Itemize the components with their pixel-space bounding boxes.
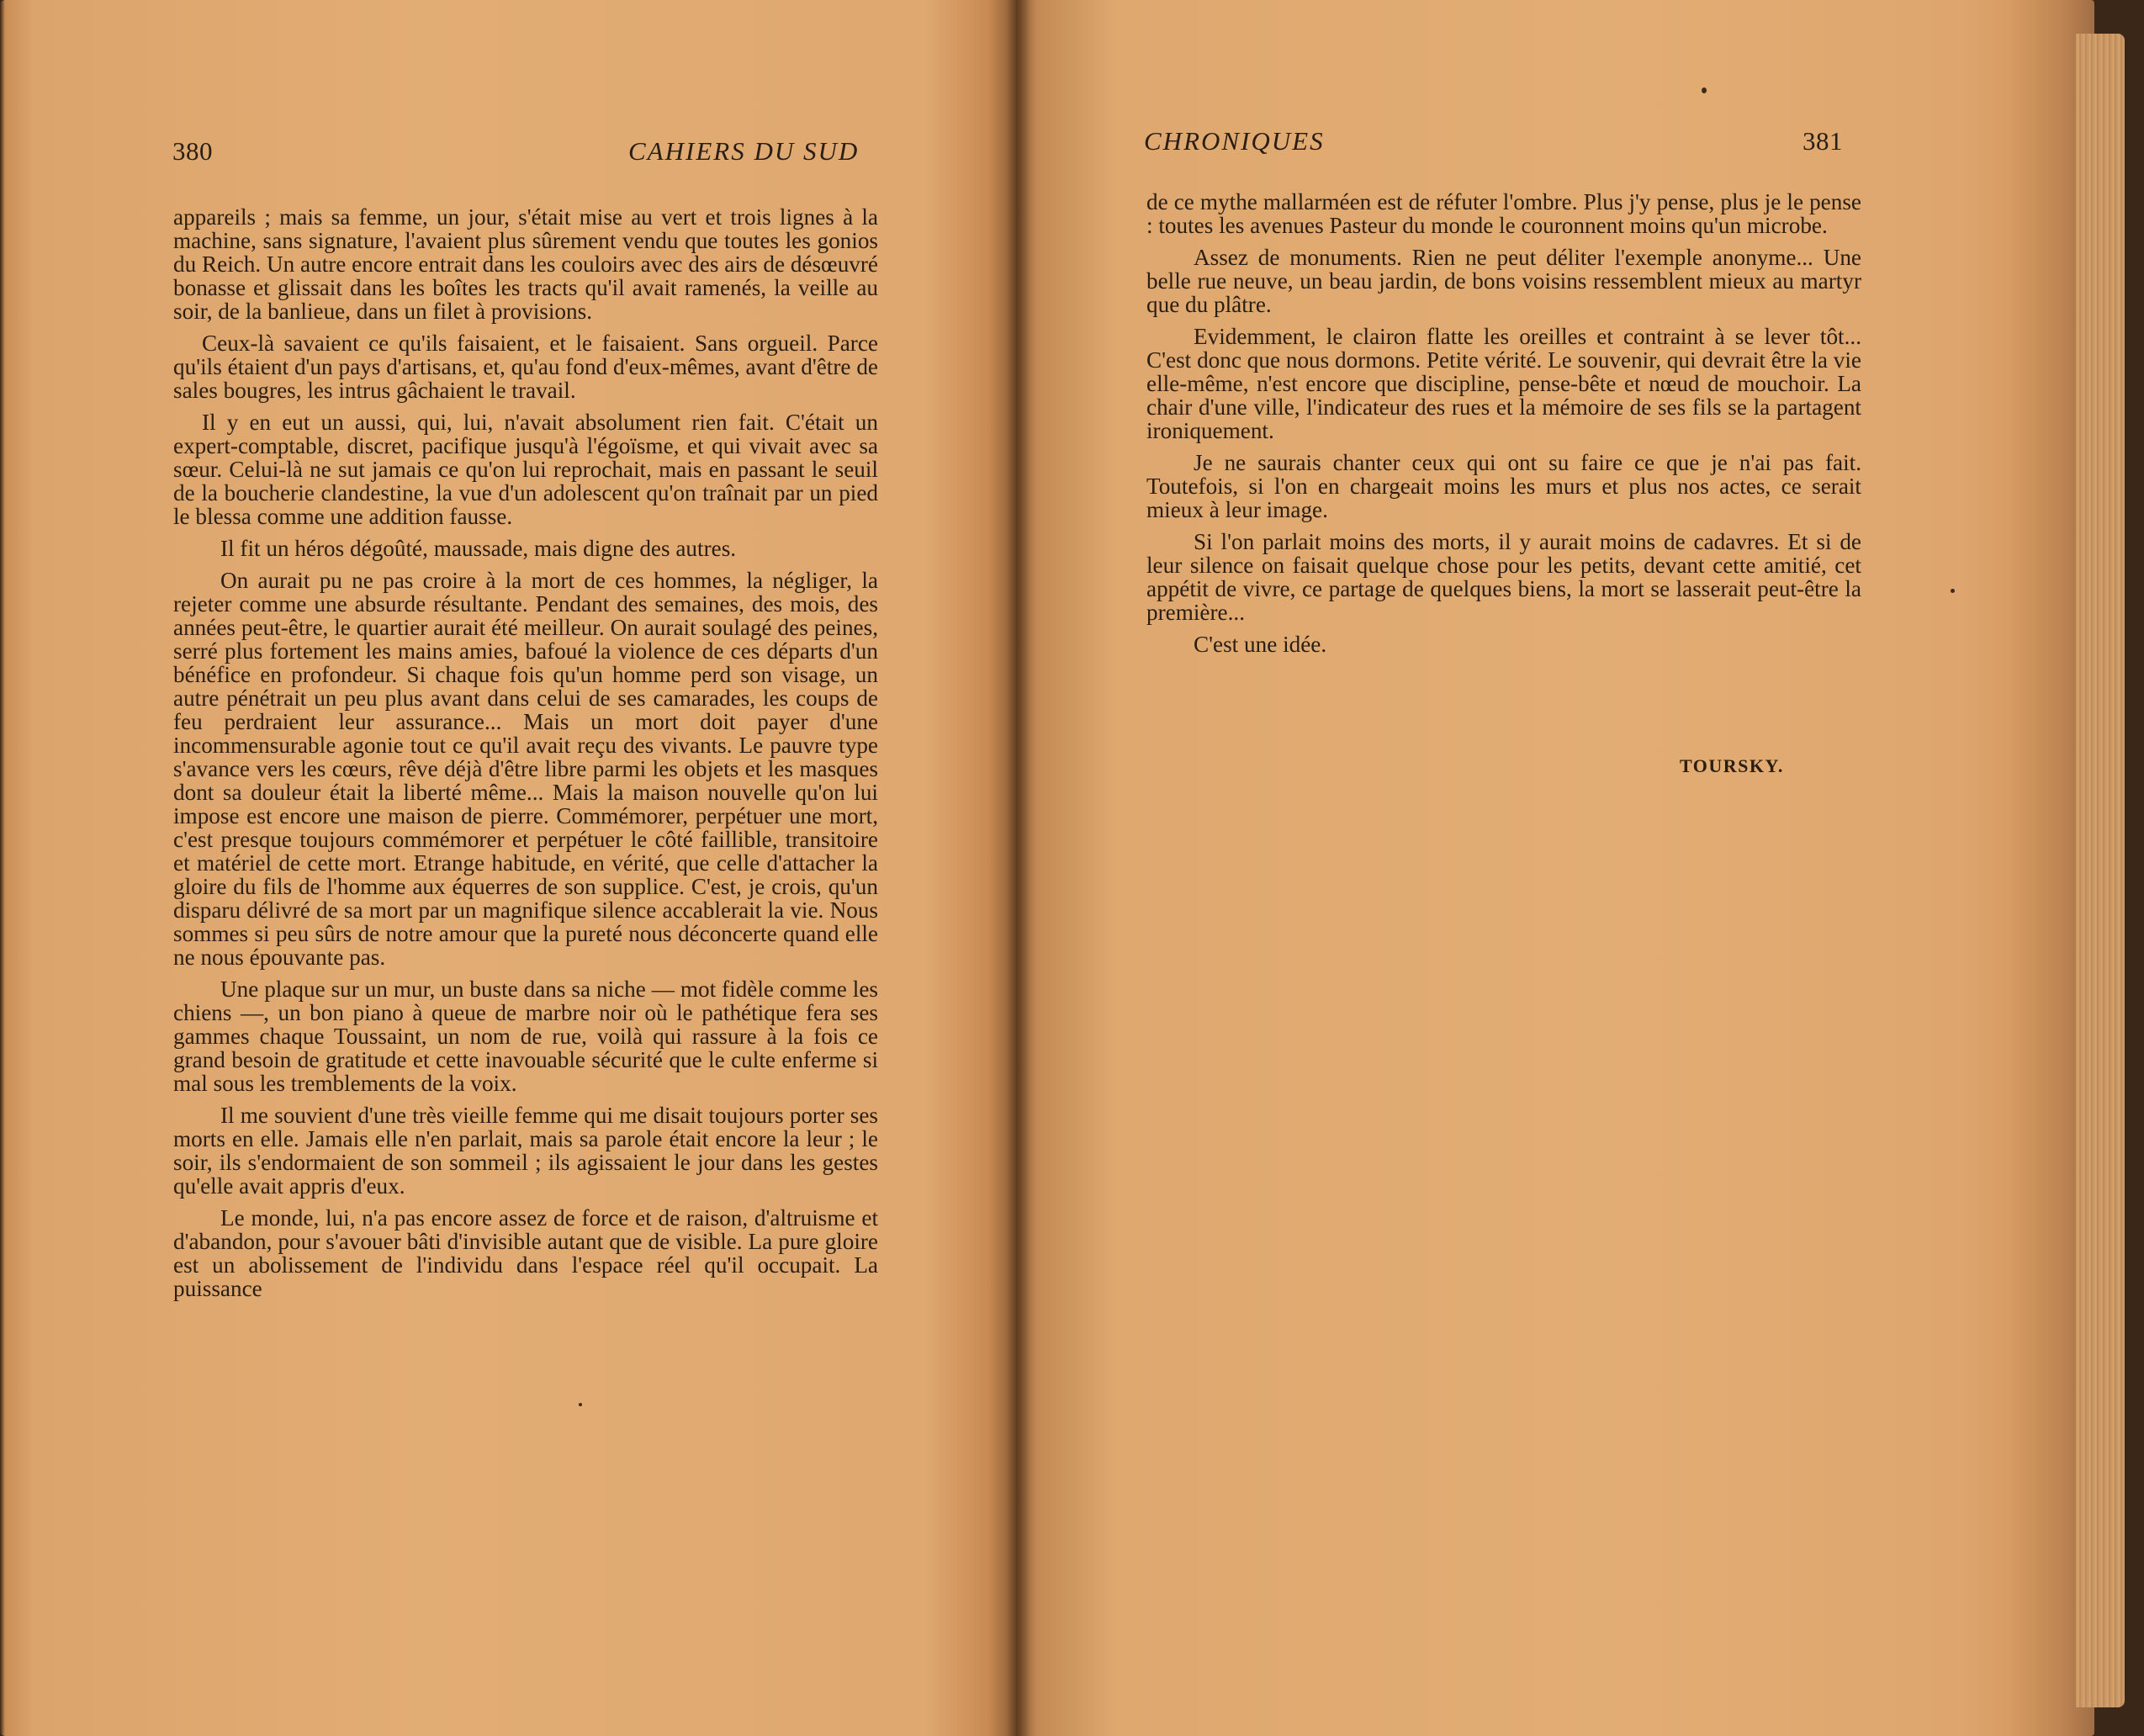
paragraph: C'est une idée. [1194, 632, 1327, 657]
page-block-edge [2076, 34, 2125, 1707]
paragraph: Il fit un héros dégoûté, maussade, mais digne des autres. [220, 536, 737, 561]
left-running-head: CAHIERS DU SUD [628, 136, 860, 166]
left-text-block [173, 205, 878, 1309]
right-text-block [1146, 190, 1861, 664]
paragraph: Le monde, lui, n'a pas encore assez de force et de raison, d'altruisme et d'abandon, pour s'avouer bâti d'invisible autant que de visible. La pure gloire est un abolissement de l'individu dans l'espace réel qu'il occupait. La puissance [173, 1205, 878, 1301]
paragraph: Une plaque sur un mur, un buste dans sa niche — mot fidèle comme les chiens —, un bon piano à queue de marbre noir où le pathétique fera ses gammes chaque Toussaint, un nom de rue, voilà qui rassure à la fois ce grand besoin de gratitude et cette inavouable sécurité que le culte enferme si mal sous les tremblements de la voix. [173, 977, 878, 1096]
paper-speck [1702, 87, 1707, 93]
right-running-head: CHRONIQUES [1144, 126, 1325, 156]
paper-speck [579, 1403, 582, 1406]
right-page [1016, 0, 2094, 1736]
paper-speck [1951, 589, 1955, 593]
paragraph: On aurait pu ne pas croire à la mort de ces hommes, la négliger, la rejeter comme une absurde résultante. Pendant des semaines, des mois, des années peut-être, le quartier aurait été meilleur. On aurait soulagé des peines, serré plus fortement les mains amies, bafoué la violence de ces départs d'un bénéfice en profondeur. Si chaque fois qu'un homme perd son visage, un autre pénétrait un peu plus avant dans celui de ses camarades, les coups de feu perdraient leur assurance... Mais un mort doit payer d'une incommensurable agonie tout ce qu'il avait reçu des vivants. Le pauvre type s'avance vers les cœurs, rêve déjà d'être libre parmi les objets et les masques dont sa douleur était la liberté même... Mais la maison nouvelle qu'on lui impose est encore une maison de pierre. Commémorer, perpétuer une mort, c'est presque toujours commémorer et perpétuer le côté faillible, transitoire et matériel de cette mort. Etrange habitude, en vérité, que celle d'attacher la gloire du fils de l'homme aux équerres de son supplice. C'est, je crois, qu'un disparu délivré de sa mort par un magnifique silence accablerait la vie. Nous sommes si peu sûrs de notre amour que la pureté nous déconcerte quand elle ne nous épouvante pas. [173, 568, 878, 970]
book-gutter [1006, 0, 1030, 1736]
paragraph: Je ne saurais chanter ceux qui ont su faire ce que je n'ai pas fait. Toutefois, si l'on en chargeait moins les murs et plus nos actes, ce serait mieux à leur image. [1146, 450, 1861, 522]
paragraph: Il y en eut un aussi, qui, lui, n'avait absolument rien fait. C'était un expert-comptable, discret, pacifique jusqu'à l'égoïsme, et qui vivait avec sa sœur. Celui-là ne sut jamais ce qu'on lui reprochait, mais en passant le seuil de la boucherie clandestine, la vue d'un adolescent qu'on traînait par un pied le blessa comme une addition fausse. [173, 410, 878, 529]
paragraph: Si l'on parlait moins des morts, il y aurait moins de cadavres. Et si de leur silence on faisait quelque chose pour les petits, devant cette amitié, cet appétit de vivre, ce partage de quelques biens, la mort se lasserait peut-être la première... [1146, 529, 1861, 625]
paragraph: appareils ; mais sa femme, un jour, s'était mise au vert et trois lignes à la machine, sans signature, l'avaient plus sûrement vendu que toutes les gonios du Reich. Un autre encore entrait dans les couloirs avec des airs de désœuvré bonasse et glissait dans les boîtes les tracts qu'il avait ramenés, la veille au soir, de la banlieue, dans un filet à provisions. [173, 204, 878, 324]
paragraph: Evidemment, le clairon flatte les oreilles et contraint à se lever tôt... C'est donc que nous dormons. Petite vérité. Le souvenir, qui devrait être la vie elle-même, n'est encore que discipline, pense-bête et nœud de mouchoir. La chair d'une ville, l'indicateur des rues et la mémoire de ses fils se la partagent ironiquement. [1146, 324, 1861, 443]
paragraph: de ce mythe mallarméen est de réfuter l'ombre. Plus j'y pense, plus je le pense : toutes les avenues Pasteur du monde le couronnent moins qu'un microbe. [1146, 189, 1861, 238]
paragraph: Il me souvient d'une très vieille femme qui me disait toujours porter ses morts en elle. Jamais elle n'en parlait, mais sa parole était encore la leur ; le soir, ils s'endormaient de son sommeil ; ils agissaient le jour dans les gestes qu'elle avait appris d'eux. [173, 1103, 878, 1199]
left-page-number: 380 [172, 136, 213, 166]
author-signature: TOURSKY. [1680, 755, 1784, 776]
right-page-number: 381 [1803, 126, 1843, 156]
paragraph: Assez de monuments. Rien ne peut déliter l'exemple anonyme... Une belle rue neuve, un beau jardin, de bons voisins ressemblent mieux au martyr que du plâtre. [1146, 245, 1861, 317]
paragraph: Ceux-là savaient ce qu'ils faisaient, et le faisaient. Sans orgueil. Parce qu'ils étaient d'un pays d'artisans, et, qu'au fond d'eux-mêmes, avant d'être de sales bougres, les intrus gâchaient le travail. [173, 331, 878, 403]
left-page [0, 0, 1016, 1736]
